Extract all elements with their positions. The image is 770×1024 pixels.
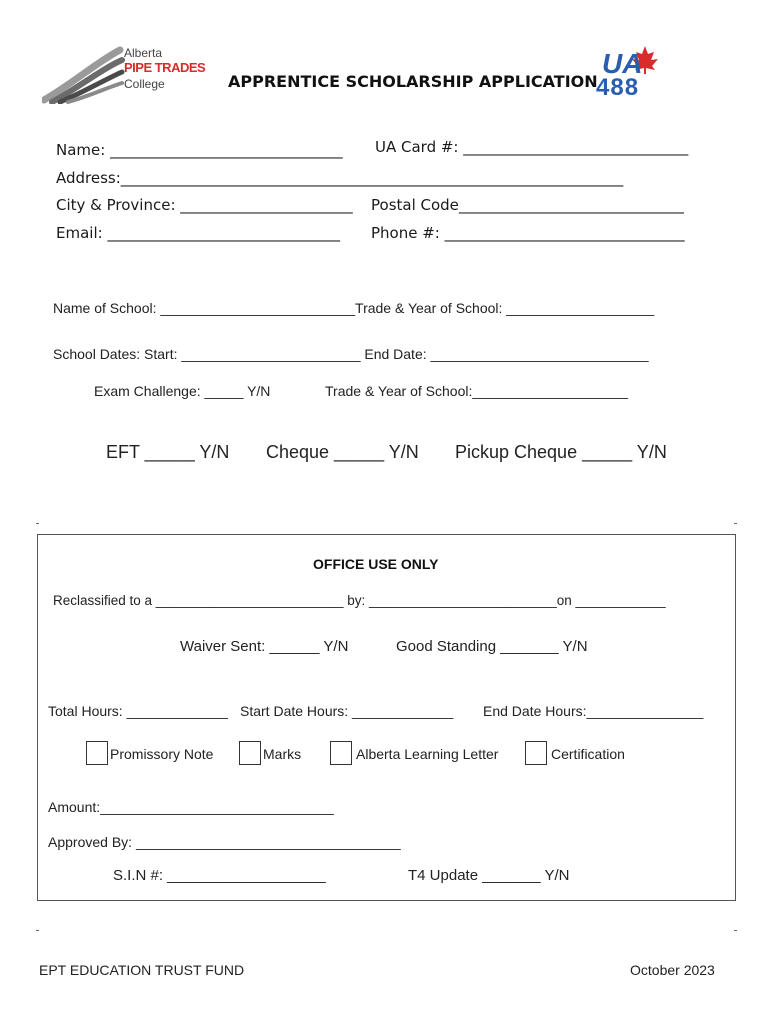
approved-by-field[interactable]: Approved By: __________________________________ xyxy=(48,834,401,850)
logo-488-text: 488 xyxy=(596,74,640,101)
pickup-cheque-field[interactable]: Pickup Cheque _____ Y/N xyxy=(455,442,667,462)
logo-college-text: College xyxy=(124,77,165,91)
ua-card-field[interactable]: UA Card #: ______________________________ xyxy=(375,138,689,156)
alberta-learning-letter-checkbox[interactable] xyxy=(330,741,352,765)
trade-year-field[interactable]: Trade & Year of School:____________________ xyxy=(325,383,629,399)
certification-label: Certification xyxy=(551,746,625,762)
divider-mark xyxy=(734,930,737,931)
address-field[interactable]: Address:___________________________________________________________________ xyxy=(56,169,624,187)
alberta-pipe-trades-logo xyxy=(42,44,206,104)
logo-ua-text: UA xyxy=(602,48,643,79)
divider-mark xyxy=(36,930,39,931)
promissory-note-label: Promissory Note xyxy=(110,746,214,762)
logo-pipe-trades-text: PIPE TRADES xyxy=(124,60,206,75)
marks-label: Marks xyxy=(263,746,302,762)
postal-code-field[interactable]: Postal Code______________________________ xyxy=(371,196,684,214)
school-dates-field[interactable]: School Dates: Start: _______________________ End Date: ____________________________ xyxy=(53,346,649,362)
promissory-note-checkbox[interactable] xyxy=(86,741,108,765)
end-date-hours-field[interactable]: End Date Hours:_______________ xyxy=(483,703,704,719)
total-hours-field[interactable]: Total Hours: _____________ xyxy=(48,703,228,719)
start-date-hours-field[interactable]: Start Date Hours: _____________ xyxy=(240,703,454,719)
certification-checkbox[interactable] xyxy=(525,741,547,765)
email-field[interactable]: Email: _______________________________ xyxy=(56,224,340,242)
sin-field[interactable]: S.I.N #: ___________________ xyxy=(113,867,326,884)
office-use-heading: OFFICE USE ONLY xyxy=(313,556,439,572)
name-field[interactable]: Name: _______________________________ xyxy=(56,141,343,159)
footer-date: October 2023 xyxy=(630,962,715,978)
footer-fund-name: EPT EDUCATION TRUST FUND xyxy=(39,962,245,978)
divider-mark xyxy=(36,523,39,524)
divider-mark xyxy=(734,523,737,524)
cheque-field[interactable]: Cheque _____ Y/N xyxy=(266,442,419,462)
logo-alberta-text: Alberta xyxy=(124,46,163,60)
page-title: APPRENTICE SCHOLARSHIP APPLICATION xyxy=(228,72,598,91)
city-province-field[interactable]: City & Province: _______________________ xyxy=(56,196,353,214)
good-standing-field[interactable]: Good Standing _______ Y/N xyxy=(396,638,588,655)
alberta-learning-letter-label: Alberta Learning Letter xyxy=(356,746,499,762)
amount-field[interactable]: Amount:______________________________ xyxy=(48,799,334,815)
school-name-field[interactable]: Name of School: _________________________Trade & Year of School: ___________________ xyxy=(53,300,655,316)
exam-challenge-field[interactable]: Exam Challenge: _____ Y/N xyxy=(94,383,271,399)
marks-checkbox[interactable] xyxy=(239,741,261,765)
phone-field[interactable]: Phone #: ________________________________ xyxy=(371,224,685,242)
reclassified-field[interactable]: Reclassified to a _________________________ by: _________________________on ____________ xyxy=(53,593,666,608)
eft-field[interactable]: EFT _____ Y/N xyxy=(106,442,230,462)
waiver-sent-field[interactable]: Waiver Sent: ______ Y/N xyxy=(180,638,349,655)
ua-488-logo xyxy=(590,44,670,104)
t4-update-field[interactable]: T4 Update _______ Y/N xyxy=(408,867,570,884)
